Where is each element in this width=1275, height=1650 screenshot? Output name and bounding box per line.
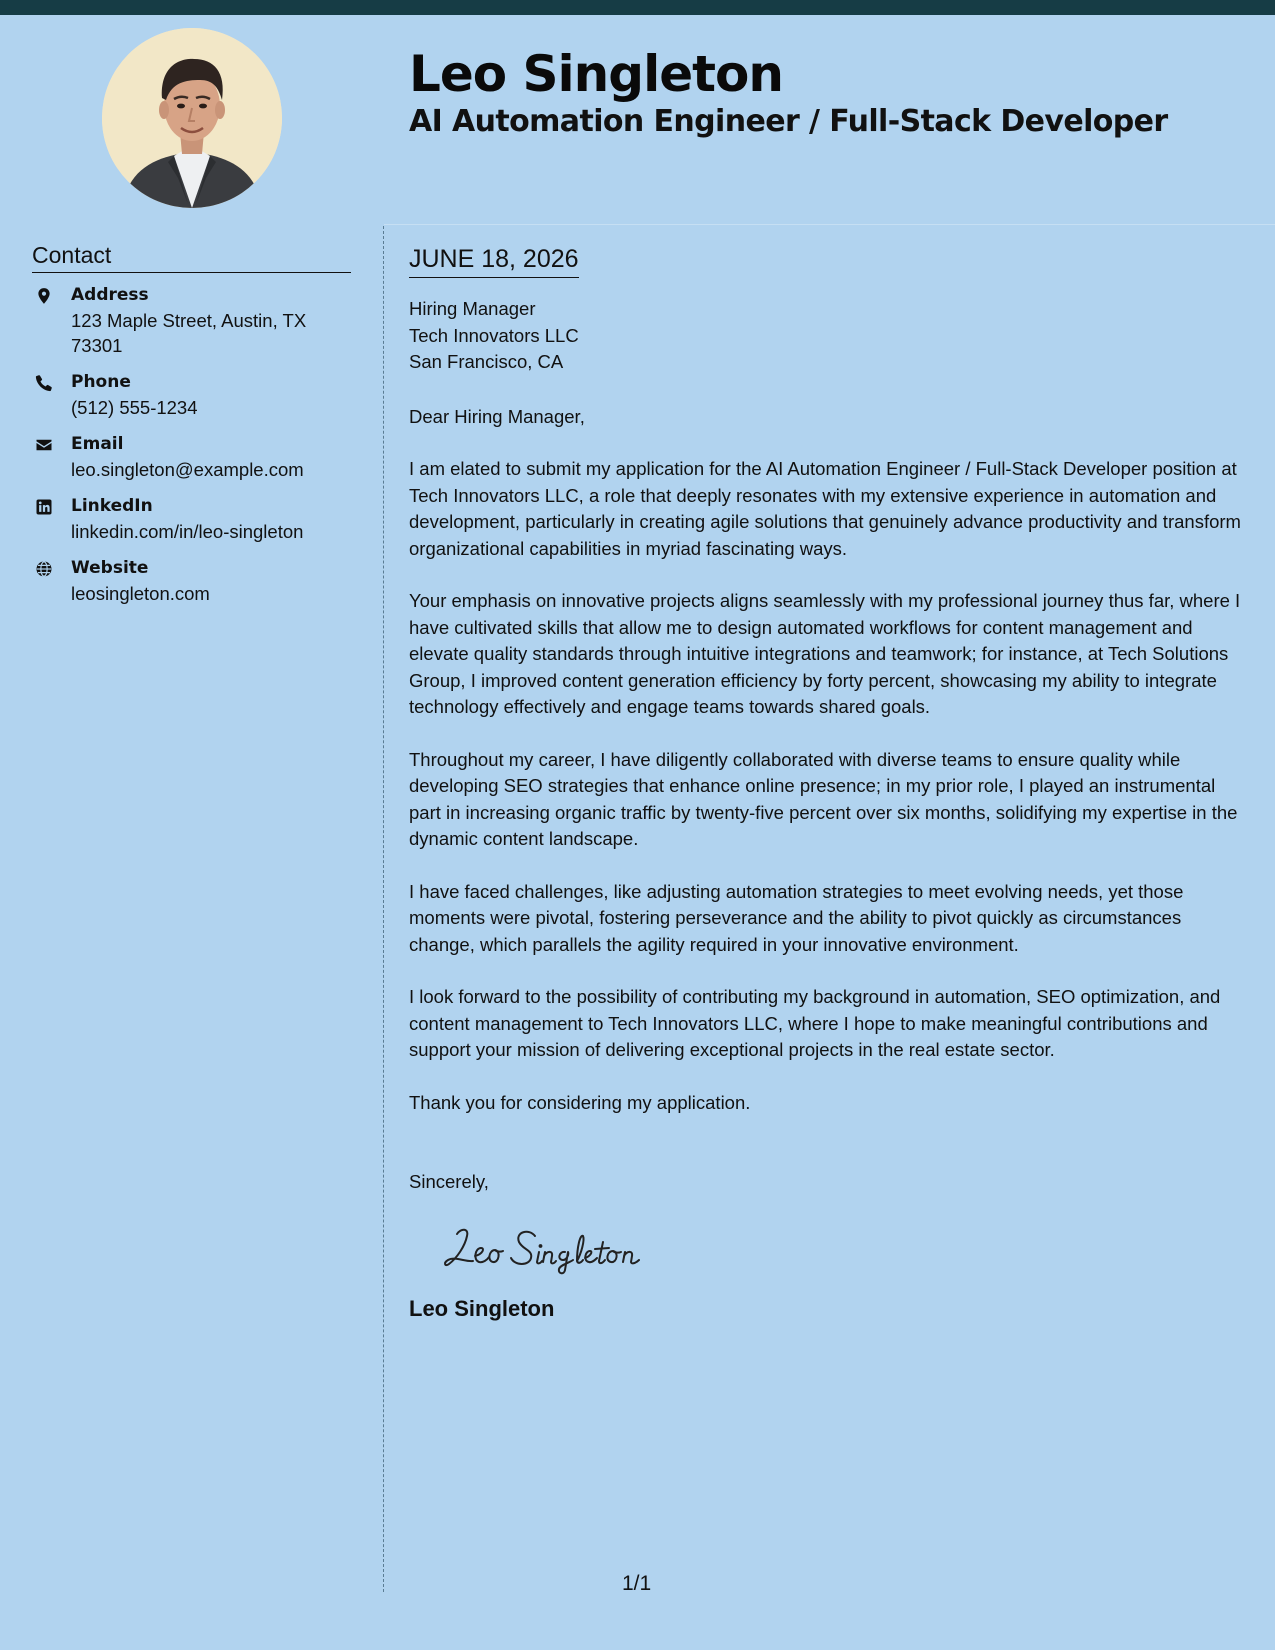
- contact-label: Website: [71, 558, 149, 578]
- address-value: 123 Maple Street, Austin, TX 73301: [71, 310, 307, 356]
- column-divider: [383, 226, 384, 1592]
- contact-item-phone: [32, 370, 351, 420]
- contact-label: Phone: [71, 372, 131, 392]
- globe-icon: [35, 560, 53, 578]
- phone-icon: [35, 374, 53, 392]
- body-paragraph: I am elated to submit my application for the AI Automation Engineer / Full-Stack Developer position at Tech Innovators LLC, a role that deeply resonates with my extensive experience in automation and development, particularly in creating agile solutions that genuinely advance productivity and transform organizational capabilities in myriad fascinating ways.: [409, 458, 1241, 559]
- recipient-line: Tech Innovators LLC: [409, 324, 579, 346]
- website-value[interactable]: leosingleton.com: [71, 583, 210, 604]
- applicant-name: Leo Singleton: [409, 45, 783, 103]
- contact-item-email: [32, 432, 351, 482]
- recipient-line: Hiring Manager: [409, 298, 536, 319]
- page-number: 1/1: [622, 1572, 652, 1595]
- contact-sidebar: [32, 240, 351, 618]
- email-value[interactable]: leo.singleton@example.com: [71, 459, 304, 480]
- phone-value: (512) 555-1234: [71, 397, 198, 418]
- job-title: AI Automation Engineer / Full-Stack Developer: [409, 104, 1168, 139]
- signed-name: Leo Singleton: [409, 1295, 555, 1321]
- letter-date: JUNE 18, 2026: [409, 243, 579, 278]
- top-accent-bar: [0, 0, 1275, 15]
- recipient-line: San Francisco, CA: [409, 351, 564, 372]
- contact-heading: Contact: [32, 240, 351, 273]
- contact-label: Address: [71, 285, 149, 305]
- map-pin-icon: [35, 287, 53, 305]
- closing: Sincerely,: [409, 1171, 489, 1192]
- handwritten-signature: [439, 1218, 649, 1278]
- body-paragraph: Thank you for considering my application.: [409, 1091, 751, 1113]
- body-paragraph: I look forward to the possibility of contributing my background in automation, SEO optimization, and content management to Tech Innovators LLC, where I hope to make meaningful contributions and support your mission of delivering exceptional projects in the real estate sector.: [409, 986, 1221, 1060]
- contact-item-linkedin: [32, 494, 351, 544]
- linkedin-value[interactable]: linkedin.com/in/leo-singleton: [71, 521, 304, 542]
- contact-item-website: [32, 556, 351, 606]
- envelope-icon: [35, 436, 53, 454]
- body-paragraph: Your emphasis on innovative projects aligns seamlessly with my professional journey thus far, where I have cultivated skills that allow me to design automated workflows for content management and elevate quality standards through intuitive integrations and teamwork; for instance, at Tech Solutions Group, I improved content generation efficiency by forty percent, showcasing my ability to integrate technology effectively and engage teams towards shared goals.: [409, 590, 1241, 717]
- recipient-block: [409, 296, 1249, 376]
- header-divider: [384, 224, 1275, 225]
- contact-label: LinkedIn: [71, 496, 153, 516]
- linkedin-icon: [35, 498, 53, 516]
- body-paragraph: Throughout my career, I have diligently collaborated with diverse teams to ensure quality while developing SEO strategies that enhance online presence; in my prior role, I played an instrumental part in increasing organic traffic by twenty-five percent over six months, solidifying my expertise in the dynamic content landscape.: [409, 748, 1238, 849]
- salutation: Dear Hiring Manager,: [409, 405, 585, 427]
- body-paragraph: I have faced challenges, like adjusting automation strategies to meet evolving needs, yet those moments were pivotal, fostering perseverance and the ability to pivot quickly as circumstances change, which parallels the agility required in your innovative environment.: [409, 880, 1184, 955]
- letter-body: [409, 243, 1249, 1324]
- contact-label: Email: [71, 434, 124, 454]
- profile-photo: [102, 28, 282, 208]
- contact-item-address: [32, 283, 351, 358]
